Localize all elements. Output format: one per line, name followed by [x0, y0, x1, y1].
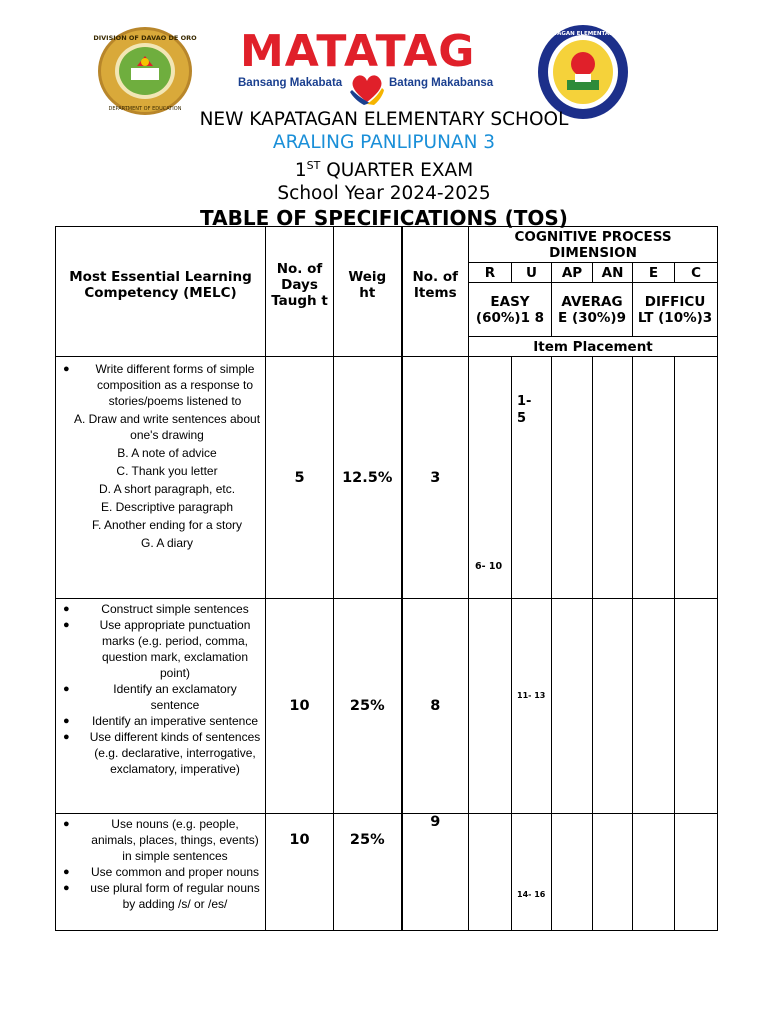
list-item: C. Thank you letter	[116, 464, 218, 478]
placement-e	[633, 814, 675, 931]
table-row	[56, 599, 718, 814]
weight-header: Weig ht	[334, 227, 402, 357]
level-ap: AP	[552, 263, 593, 283]
hands-heart-icon	[348, 70, 386, 106]
list-item: ● Construct simple sentences	[56, 601, 265, 617]
school-seal-logo	[521, 24, 645, 120]
matatag-logo	[236, 28, 496, 110]
school-year: School Year 2024-2025	[277, 183, 491, 204]
placement-an	[593, 814, 633, 931]
days-cell: 5	[266, 357, 334, 599]
list-item: ● Use common and proper nouns	[56, 864, 265, 880]
weight-cell: 25%	[334, 599, 402, 814]
melc-cell	[56, 599, 266, 814]
list-item: B. A note of advice	[117, 446, 217, 460]
weight-cell: 25%	[334, 814, 402, 931]
placement-an	[593, 599, 633, 814]
list-item: ● use plural form of regular nouns by adding /s/ or /es/	[56, 880, 265, 912]
placement-c	[675, 357, 718, 599]
svg-text:NEW KAPATAGAN ELEMENTARY SCHOO: NEW KAPATAGAN ELEMENTARY SCHOOL	[521, 31, 645, 37]
days-cell: 10	[266, 814, 334, 931]
items-cell: 3	[402, 357, 469, 599]
placement-u	[512, 357, 552, 599]
division-seal-logo	[93, 26, 197, 116]
placement-e	[633, 357, 675, 599]
list-item: D. A short paragraph, etc.	[98, 482, 236, 496]
cognitive-header: COGNITIVE PROCESS DIMENSION	[469, 227, 718, 263]
days-cell: 10	[266, 599, 334, 814]
placement-c	[675, 599, 718, 814]
list-item: F. Another ending for a story	[91, 518, 243, 532]
list-item: ● Use different kinds of sentences (e.g. declarative, interrogative, exclamatory, imperative)	[56, 729, 265, 777]
placement-c	[675, 814, 718, 931]
placement-r	[469, 357, 512, 599]
table-row	[56, 357, 718, 599]
svg-text:DEPARTMENT OF EDUCATION: DEPARTMENT OF EDUCATION	[108, 106, 182, 112]
items-cell: 9	[402, 814, 469, 931]
svg-text:DIVISION OF DAVAO DE ORO: DIVISION OF DAVAO DE ORO	[93, 34, 197, 42]
placement-value: 11- 13	[517, 691, 546, 700]
brand-tagline-left: Bansang Makabata	[238, 77, 343, 89]
placement-value: 14- 16	[517, 890, 546, 899]
placement-e	[633, 599, 675, 814]
placement-r	[469, 599, 512, 814]
list-item: ● Use appropriate punctuation marks (e.g. period, comma, question mark, exclamation point)	[56, 617, 265, 681]
placement-r	[469, 814, 512, 931]
list-item: ● Write different forms of simple composition as a response to stories/poems listened to	[56, 361, 265, 409]
list-item: A. Draw and write sentences about one's drawing	[73, 412, 261, 442]
brand-wordmark: MATATAG	[240, 26, 476, 77]
placement-u	[512, 599, 552, 814]
list-item: ● Identify an imperative sentence	[56, 713, 265, 729]
logo-bar	[0, 24, 768, 120]
level-r: R	[469, 263, 512, 283]
days-header: No. of Days Taugh t	[266, 227, 334, 357]
tos-table	[55, 226, 718, 931]
list-item: ● Use nouns (e.g. people, animals, places, things, events) in simple sentences	[56, 816, 265, 864]
level-e: E	[633, 263, 675, 283]
item-placement-header: Item Placement	[469, 337, 718, 357]
placement-u	[512, 814, 552, 931]
level-u: U	[512, 263, 552, 283]
document-header	[0, 108, 768, 231]
list-item: E. Descriptive paragraph	[100, 500, 234, 514]
placement-ap	[552, 357, 593, 599]
level-an: AN	[593, 263, 633, 283]
subject-name: ARALING PANLIPUNAN 3	[272, 132, 496, 153]
weight-cell: 12.5%	[334, 357, 402, 599]
items-cell: 8	[402, 599, 469, 814]
table-row	[56, 814, 718, 931]
placement-ap	[552, 814, 593, 931]
placement-an	[593, 357, 633, 599]
placement-value: 6- 10	[475, 561, 503, 572]
items-header: No. of Items	[402, 227, 469, 357]
level-c: C	[675, 263, 718, 283]
placement-ap	[552, 599, 593, 814]
list-item: G. A diary	[140, 536, 194, 550]
melc-header: Most Essential Learning Competency (MELC)	[56, 227, 266, 357]
group-easy: EASY (60%)1 8	[469, 283, 552, 337]
melc-cell	[56, 814, 266, 931]
melc-cell	[56, 357, 266, 599]
placement-value: 1- 5	[517, 394, 532, 426]
quarter-label: 1ST QUARTER EXAM	[294, 159, 474, 181]
page-title: TABLE OF SPECIFICATIONS (TOS)	[200, 206, 568, 230]
group-difficult: DIFFICU LT (10%)3	[633, 283, 718, 337]
school-name: NEW KAPATAGAN ELEMENTARY SCHOOL	[199, 109, 569, 130]
brand-tagline-right: Batang Makabansa	[389, 77, 494, 89]
group-average: AVERAG E (30%)9	[552, 283, 633, 337]
list-item: ● Identify an exclamatory sentence	[56, 681, 265, 713]
